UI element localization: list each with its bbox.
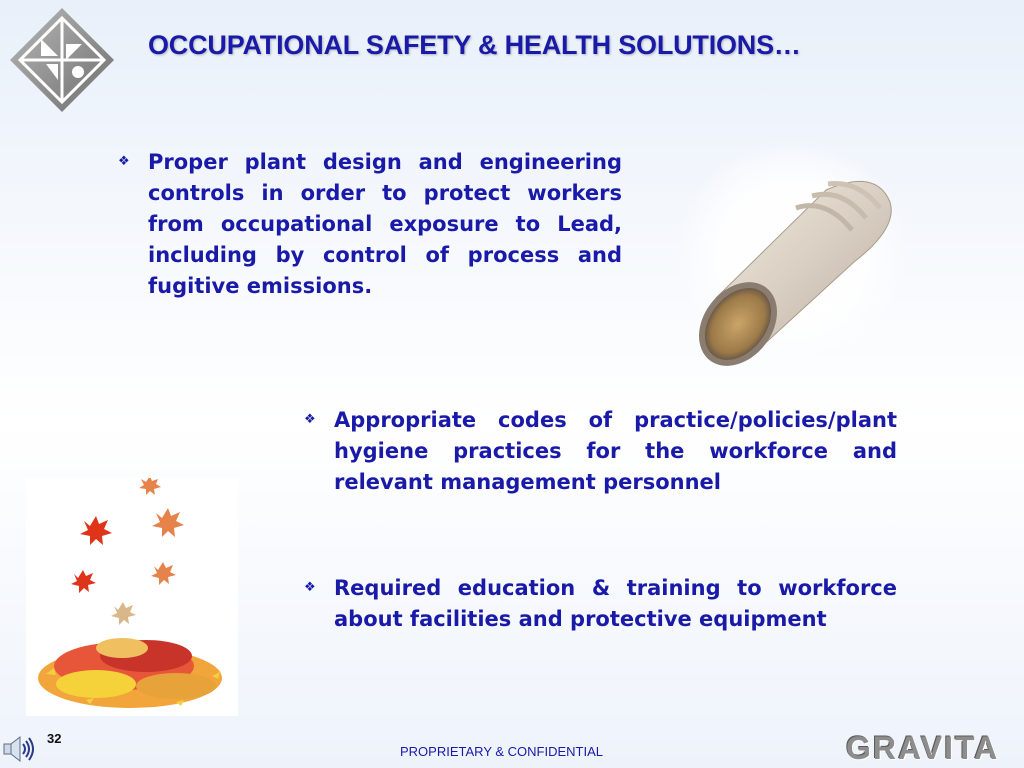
autumn-leaves-image — [26, 478, 238, 716]
slide-title: OCCUPATIONAL SAFETY & HEALTH SOLUTIONS… — [148, 30, 801, 60]
bullet-diamond-icon: ❖ — [304, 580, 316, 595]
bullet-diamond-icon: ❖ — [304, 412, 316, 427]
company-logo-icon — [8, 6, 116, 114]
brand-logo-text: GRAVITA — [846, 730, 1000, 766]
bullet-item-3 — [304, 573, 897, 635]
speaker-icon[interactable] — [2, 732, 36, 766]
bullet-item-1 — [118, 147, 622, 302]
bullet-diamond-icon: ❖ — [118, 154, 130, 169]
confidential-label: PROPRIETARY & CONFIDENTIAL — [400, 744, 603, 759]
bullet-text-2: Appropriate codes of practice/policies/plant hygiene practices for the workforce and relevant management personnel — [334, 408, 897, 494]
filter-bag-image — [676, 138, 908, 366]
bullet-text-1: Proper plant design and engineering controls in order to protect workers from occupational exposure to Lead, including by control of process and fugitive emissions. — [148, 150, 622, 298]
page-number: 32 — [47, 731, 62, 746]
bullet-item-2 — [304, 405, 897, 498]
bullet-text-3: Required education & training to workforce about facilities and protective equipment — [334, 576, 897, 631]
